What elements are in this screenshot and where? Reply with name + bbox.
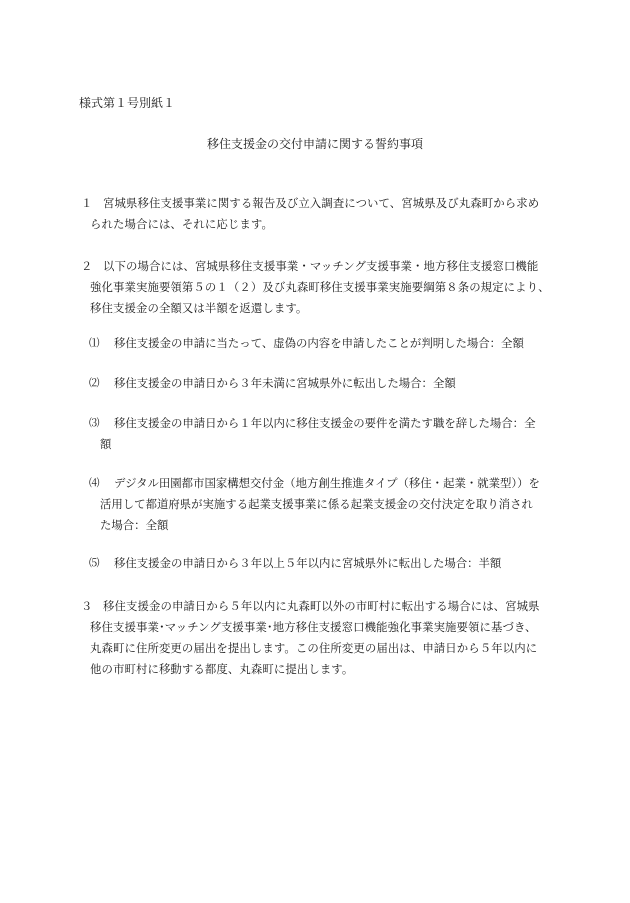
- item-number: ２: [81, 259, 93, 273]
- item-line: 丸森町に住所変更の届出を提出します。この住所変更の届出は、申請日から５年以内に: [90, 641, 538, 655]
- item-line: られた場合には、それに応じます。: [90, 217, 273, 231]
- subitem-line: 移住支援金の申請日から３年未満に宮城県外に転出した場合：全額: [114, 376, 456, 390]
- item-number: １: [81, 196, 93, 210]
- subitem-line: 移住支援金の申請日から３年以上５年以内に宮城県外に転出した場合：半額: [114, 556, 502, 570]
- refund-condition-1: [89, 333, 559, 354]
- subitem-line: デジタル田園都市国家構想交付金（地方創生推進タイプ（移住・起業・就業型））を: [114, 476, 540, 490]
- refund-condition-3: [89, 413, 559, 455]
- refund-condition-2: [89, 373, 559, 394]
- item-line: 強化事業実施要領第５の１（２）及び丸森町移住支援事業実施要綱第８条の規定により、: [90, 280, 550, 294]
- subitem-line: 額: [100, 437, 112, 451]
- pledge-item-1: [79, 193, 559, 235]
- pledge-item-2: [79, 256, 559, 319]
- subitem-number: ⑴: [89, 337, 100, 349]
- item-line: 移住支援事業･マッチング支援事業･地方移住支援窓口機能強化事業実施要領に基づき、: [90, 620, 537, 634]
- refund-condition-5: [89, 553, 559, 574]
- item-line: 移住支援金の全額又は半額を返還します。: [90, 301, 308, 315]
- subitem-number: ⑵: [89, 377, 100, 389]
- item-number: ３: [81, 599, 93, 613]
- subitem-line: た場合：全額: [100, 518, 169, 532]
- item-line: 宮城県移住支援事業に関する報告及び立入調査について、宮城県及び丸森町から求め: [103, 196, 540, 210]
- item-line: 他の市町村に移動する都度、丸森町に提出します。: [90, 662, 354, 676]
- subitem-line: 移住支援金の申請に当たって、虚偽の内容を申請したことが判明した場合：全額: [114, 336, 524, 350]
- item-line: 以下の場合には、宮城県移住支援事業・マッチング支援事業・地方移住支援窓口機能: [103, 259, 539, 273]
- subitem-line: 活用して都道府県が実施する起業支援事業に係る起業支援金の交付決定を取り消され: [100, 497, 533, 511]
- form-label: 様式第１号別紙１: [79, 96, 176, 110]
- subitem-number: ⑸: [89, 557, 100, 569]
- subitem-line: 移住支援金の申請日から１年以内に移住支援金の要件を満たす職を辞した場合：全: [114, 416, 536, 430]
- subitem-number: ⑶: [89, 417, 100, 429]
- item-line: 移住支援金の申請日から５年以内に丸森町以外の市町村に転出する場合には、宮城県: [103, 599, 540, 613]
- pledge-item-3: [79, 596, 559, 680]
- refund-condition-4: [89, 473, 559, 536]
- page-title: 移住支援金の交付申請に関する誓約事項: [206, 137, 423, 151]
- subitem-number: ⑷: [89, 477, 100, 489]
